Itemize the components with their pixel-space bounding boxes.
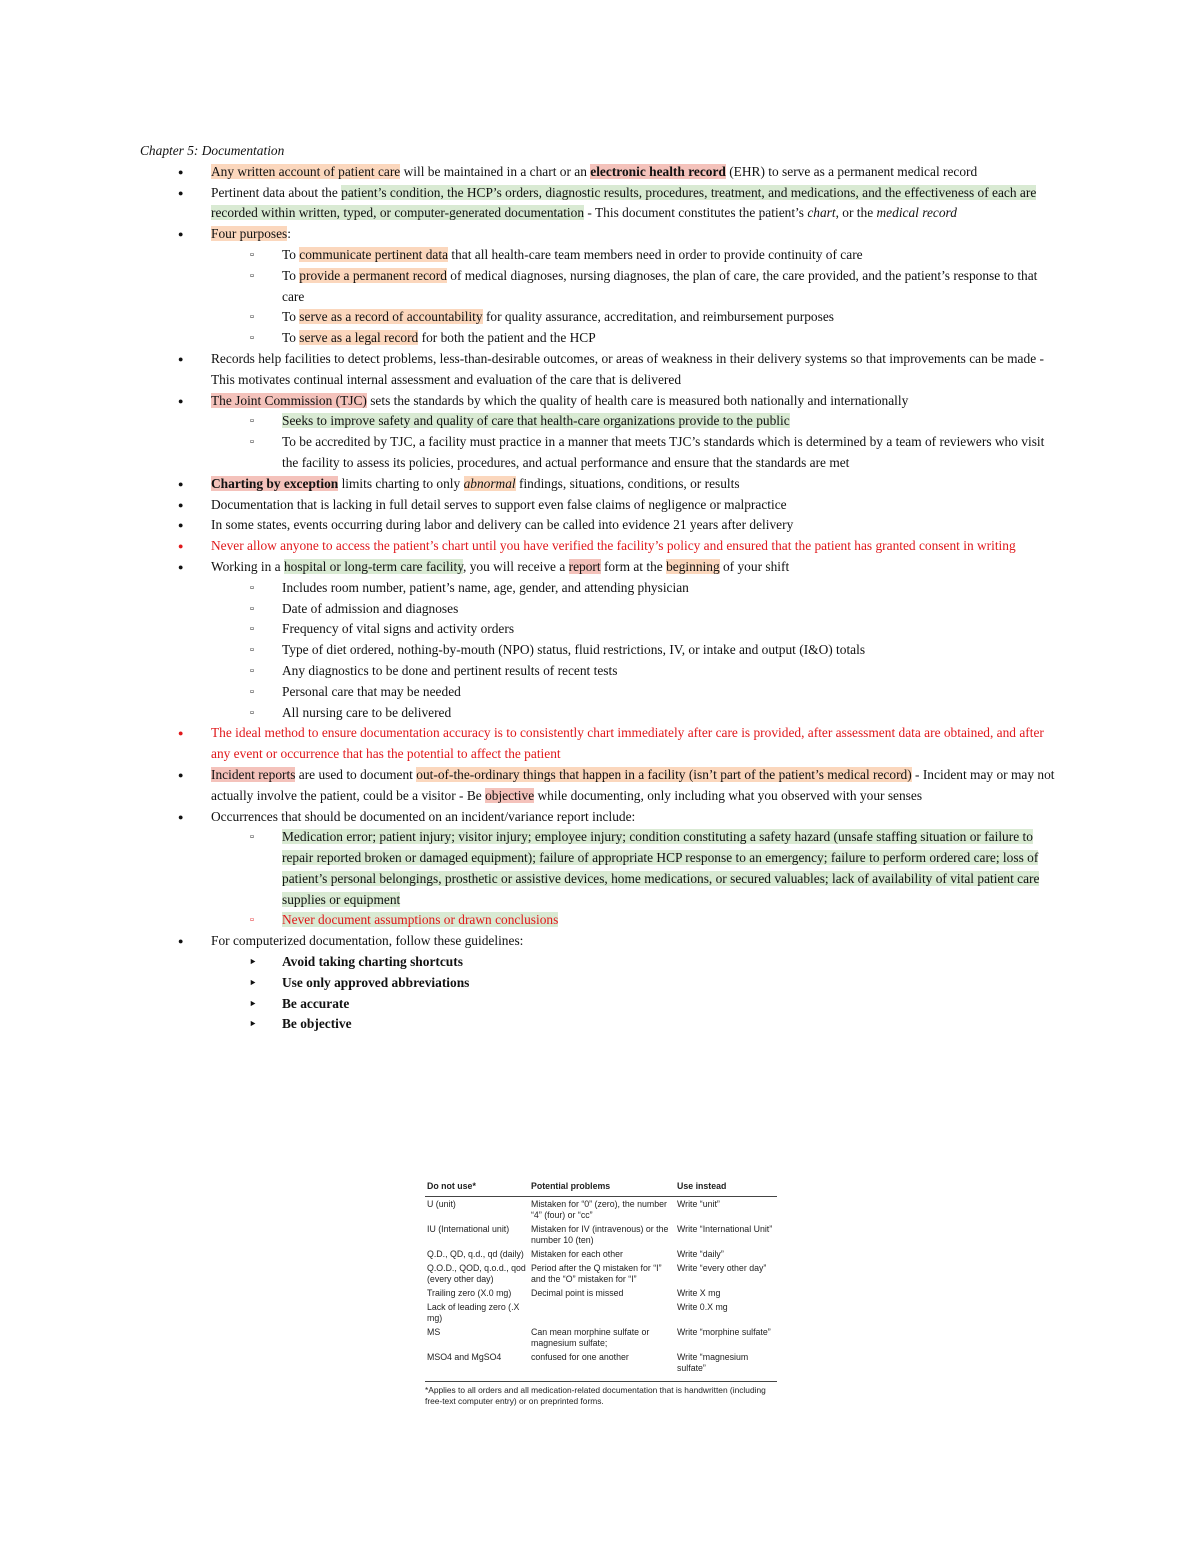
- list-item: ▫ Includes room number, patient’s name, age, gender, and attending physician: [140, 578, 1060, 599]
- list-item: ▫ Medication error; patient injury; visitor injury; employee injury; condition constituting a safety hazard (unsafe staffing situation or failure to repair reported broken or damaged equipment); failure of appropriate HCP response to an emergency; failure to perform ordered care; loss of patient’s personal belongings, prosthetic or assistive devices, home medications, or secured valuables; lack of availability of vital patient care supplies or equipment: [140, 827, 1060, 910]
- table-header-row: [425, 1178, 777, 1197]
- list-item: ▫ Never document assumptions or drawn conclusions: [140, 910, 1060, 931]
- list-item: ▫ Type of diet ordered, nothing-by-mouth (NPO) status, fluid restrictions, IV, or intake and output (I&O) totals: [140, 640, 1060, 661]
- list-item: ● Never allow anyone to access the patient’s chart until you have verified the facility’s policy and ensured that the patient has granted consent in writing: [140, 536, 1060, 557]
- list-item: ▫ Frequency of vital signs and activity orders: [140, 619, 1060, 640]
- list-item: ▫ Any diagnostics to be done and pertinent results of recent tests: [140, 661, 1060, 682]
- list-item: ● Any written account of patient care will be maintained in a chart or an electronic health record (EHR) to serve as a permanent medical record: [140, 162, 1060, 183]
- list-item: ▫ To be accredited by TJC, a facility must practice in a manner that meets TJC’s standards which is determined by a team of reviewers who visit the facility to assess its policies, procedures, and actual performance and ensure that the standards are met: [140, 432, 1060, 474]
- list-item: ● The ideal method to ensure documentation accuracy is to consistently chart immediately after care is provided, after assessment data are obtained, and after any event or occurrence that has the potential to affect the patient: [140, 723, 1060, 765]
- abbreviation-table-figure: [425, 1178, 777, 1407]
- list-item: ● For computerized documentation, follow these guidelines:: [140, 931, 1060, 952]
- list-item: ▫ Personal care that may be needed: [140, 682, 1060, 703]
- list-item: ▫ To serve as a legal record for both the patient and the HCP: [140, 328, 1060, 349]
- list-item: ‣ Avoid taking charting shortcuts: [140, 952, 1060, 973]
- list-item: ▫ To communicate pertinent data that all health-care team members need in order to provide continuity of care: [140, 245, 1060, 266]
- table-row: Q.D., QD, q.d., qd (daily) Mistaken for each other Write “daily”: [427, 1249, 724, 1259]
- list-item: ▫ To provide a permanent record of medical diagnoses, nursing diagnoses, the plan of care, the care provided, and the patient’s response to that care: [140, 266, 1060, 308]
- list-item: ‣ Be accurate: [140, 994, 1060, 1015]
- document-page: [140, 141, 1060, 1035]
- list-item: ▫ All nursing care to be delivered: [140, 703, 1060, 724]
- notes-list: [140, 162, 1060, 1035]
- column-header: Potential problems: [529, 1178, 675, 1197]
- table-footnote: *Applies to all orders and all medication-related documentation that is handwritten (including free-text computer entry) or on preprinted forms.: [425, 1381, 777, 1407]
- list-item: ● Working in a hospital or long-term care facility, you will receive a report form at the beginning of your shift: [140, 557, 1060, 578]
- table-row: Lack of leading zero (.X mg) Write 0.X mg: [427, 1302, 728, 1323]
- table-row: IU (International unit) Mistaken for IV (intravenous) or the number 10 (ten) Write “International Unit”: [427, 1224, 773, 1245]
- table-row: Q.O.D., QOD, q.o.d., qod (every other day) Period after the Q mistaken for “I” and the “O” mistaken for “I” Write “every other day”: [427, 1263, 767, 1284]
- list-item: ‣ Use only approved abbreviations: [140, 973, 1060, 994]
- table-row: Trailing zero (X.0 mg) Decimal point is missed Write X mg: [427, 1288, 721, 1298]
- list-item: ▫ Seeks to improve safety and quality of care that health-care organizations provide to the public: [140, 411, 1060, 432]
- page-title: Chapter 5: Documentation: [140, 143, 285, 158]
- list-item: ▫ Date of admission and diagnoses: [140, 599, 1060, 620]
- table-row: MS Can mean morphine sulfate or magnesium sulfate; Write “morphine sulfate”: [427, 1327, 771, 1348]
- list-item: ● Pertinent data about the patient’s condition, the HCP’s orders, diagnostic results, procedures, treatment, and medications, and the effectiveness of each are recorded within written, typed, or computer-generated documentation - This document constitutes the patient’s chart, or the medical record: [140, 183, 1060, 225]
- list-item: ▫ To serve as a record of accountability for quality assurance, accreditation, and reimbursement purposes: [140, 307, 1060, 328]
- column-header: Use instead: [675, 1178, 777, 1197]
- list-item: ● Occurrences that should be documented on an incident/variance report include:: [140, 807, 1060, 828]
- abbreviation-table: [425, 1178, 777, 1375]
- list-item: ‣ Be objective: [140, 1014, 1060, 1035]
- list-item: ● The Joint Commission (TJC) sets the standards by which the quality of health care is measured both nationally and internationally: [140, 391, 1060, 412]
- table-row: MSO4 and MgSO4 confused for one another Write “magnesium sulfate”: [427, 1352, 749, 1373]
- list-item: ● Four purposes:: [140, 224, 1060, 245]
- column-header: Do not use*: [425, 1178, 529, 1197]
- list-item: ● In some states, events occurring during labor and delivery can be called into evidence 21 years after delivery: [140, 515, 1060, 536]
- table-row: U (unit) Mistaken for “0” (zero), the number “4” (four) or “cc” Write “unit”: [427, 1199, 720, 1220]
- list-item: ● Records help facilities to detect problems, less-than-desirable outcomes, or areas of weakness in their delivery systems so that improvements can be made - This motivates continual internal assessment and evaluation of the care that is delivered: [140, 349, 1060, 391]
- list-item: ● Incident reports are used to document out-of-the-ordinary things that happen in a facility (isn’t part of the patient’s medical record) - Incident may or may not actually involve the patient, could be a visitor - Be objective while documenting, only including what you observed with your senses: [140, 765, 1060, 807]
- list-item: ● Documentation that is lacking in full detail serves to support even false claims of negligence or malpractice: [140, 495, 1060, 516]
- list-item: ● Charting by exception limits charting to only abnormal findings, situations, conditions, or results: [140, 474, 1060, 495]
